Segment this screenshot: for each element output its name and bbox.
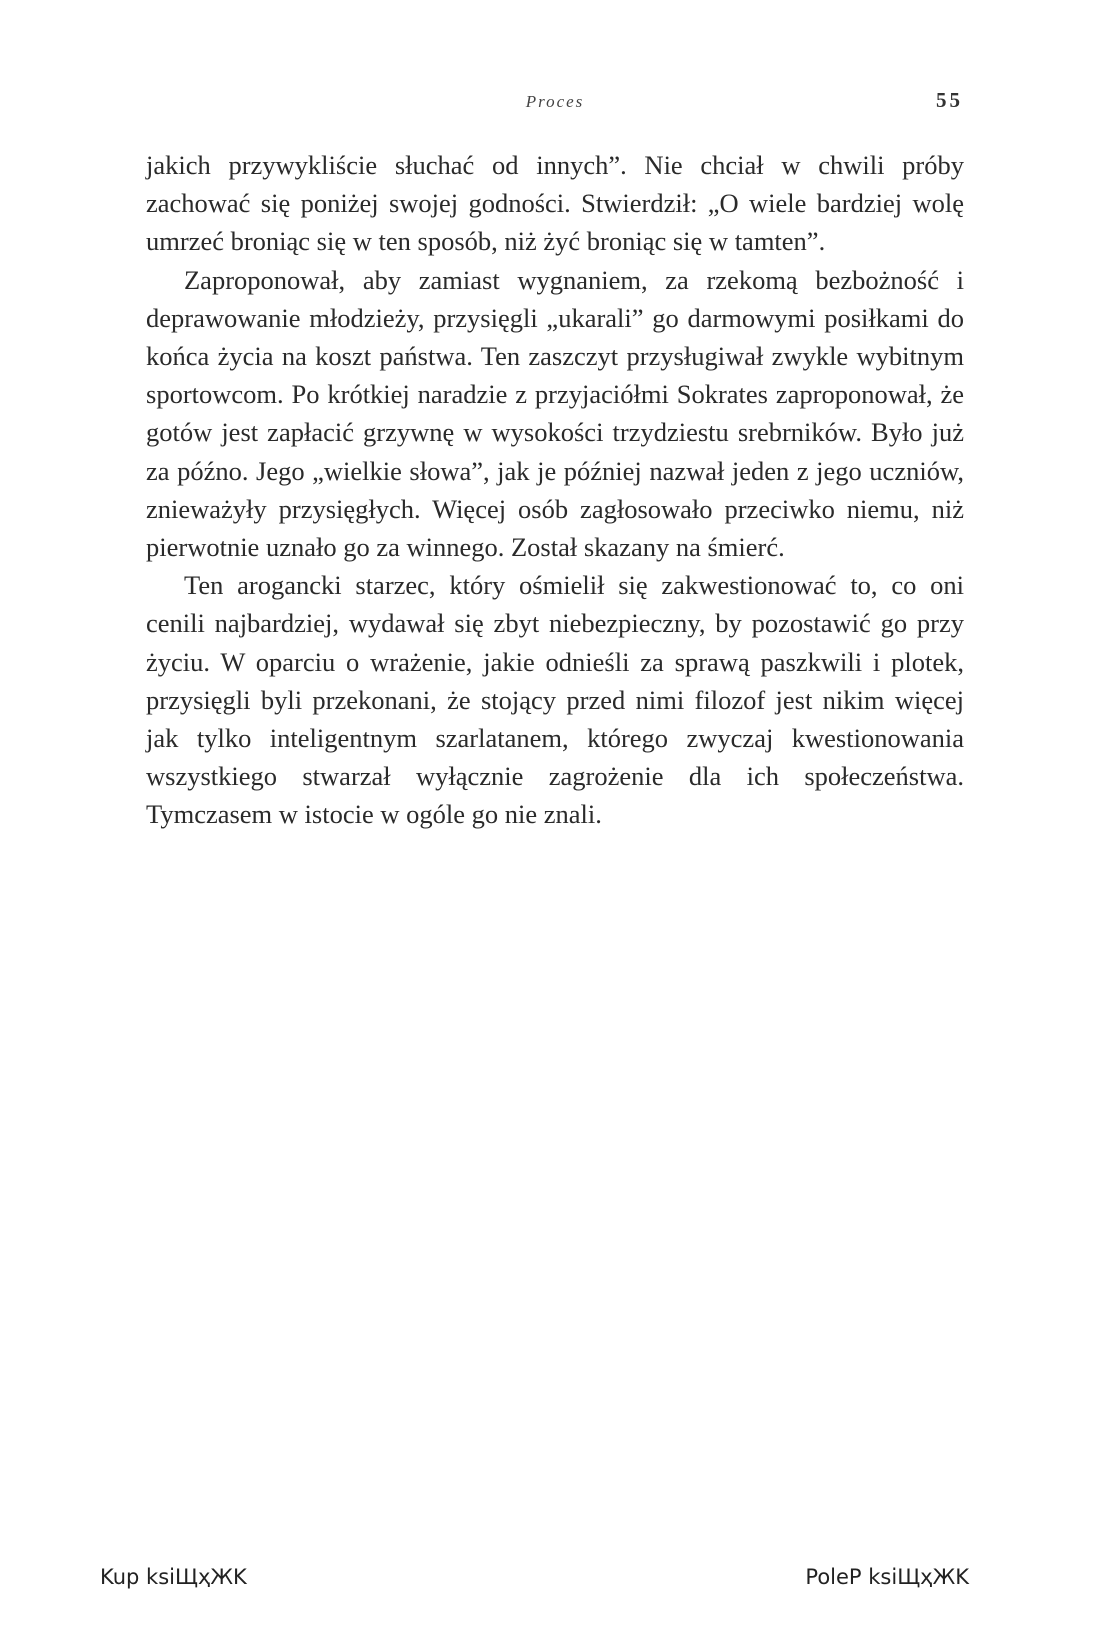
page-number: 55	[936, 88, 963, 112]
recommend-book-link[interactable]: PoleP ksiЩҳЖK	[805, 1565, 969, 1589]
body-text	[146, 146, 964, 834]
buy-book-link[interactable]: Kup ksiЩҳЖK	[100, 1565, 247, 1589]
running-head	[145, 88, 965, 118]
running-title: Proces	[525, 92, 585, 111]
paragraph-1: jakich przywykliście słuchać od innych”. Nie chciał w chwili próby zachować się poniżej swojej godności. Stwierdził: „O wiele bardziej wolę umrzeć broniąc się w ten sposób, niż żyć broniąc się w tamten”.	[146, 150, 964, 257]
paragraph-2: Zaproponował, aby zamiast wygnaniem, za rzekomą bezbożność i deprawowanie młodzieży, przysięgli „ukarali” go darmowymi posiłkami do końca życia na koszt państwa. Ten zaszczyt przysługiwał zwykle wybitnym sportowcom. Po krótkiej naradzie z przyjaciółmi Sokrates zaproponował, że gotów jest zapłacić grzywnę w wysokości trzydziestu srebrników. Było już za późno. Jego „wielkie słowa”, jak je później nazwał jeden z jego uczniów, znieważyły przysięgłych. Więcej osób zagłosowało przeciwko niemu, niż pierwotnie uznało go za winnego. Został skazany na śmierć.	[146, 264, 964, 563]
paragraph-3: Ten arogancki starzec, który ośmielił się zakwestionować to, co oni cenili najbardziej, wydawał się zbyt niebezpieczny, by pozostawić go przy życiu. W oparciu o wrażenie, jakie odnieśli za sprawą paszkwili i plotek, przysięgli byli przekonani, że stojący przed nimi filozof jest nikim więcej jak tylko inteligentnym szarlatanem, którego zwyczaj kwestionowania wszystkiego stwarzał wyłącznie zagrożenie dla ich społeczeństwa. Tymczasem w istocie w ogóle go nie znali.	[146, 570, 964, 830]
